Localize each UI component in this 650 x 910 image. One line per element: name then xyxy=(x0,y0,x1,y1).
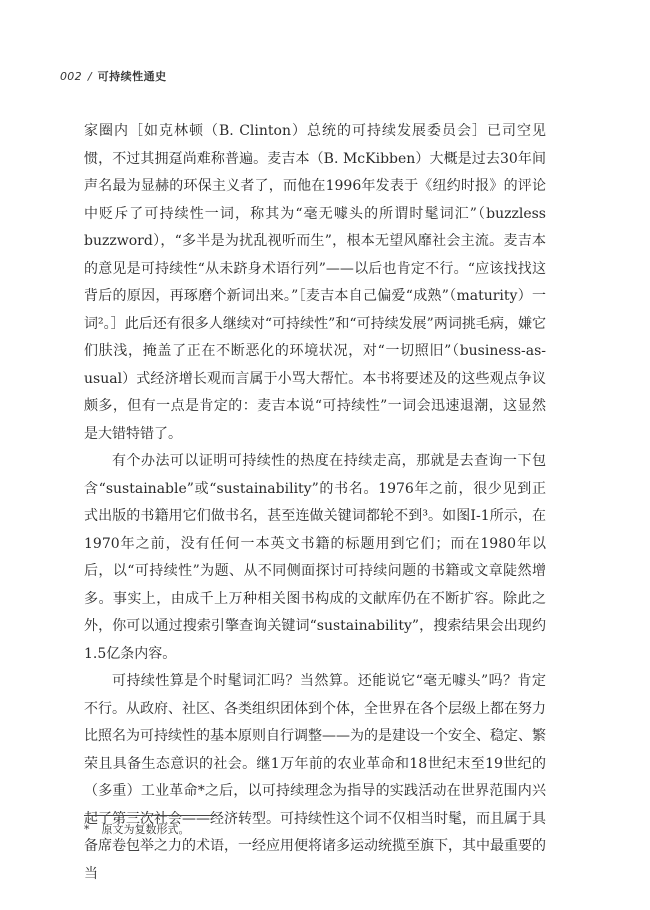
paragraph: 家圈内［如克林顿（B. Clinton）总统的可持续发展委员会］已司空见惯，不过其拥趸尚难称普遍。麦吉本（B. McKibben）大概是过去30年间声名最为显赫的环保主义者了，而他在1996年发表于《纽约时报》的评论中贬斥了可持续性一词，称其为“毫无噱头的所谓时髦词汇”（buzzless buzzword），“多半是为扰乱视听而生”，根本无望风靡社会主流。麦吉本的意见是可持续性“从未跻身术语行列”——以后也肯定不行。“应该找找这背后的原因，再琢磨个新词出来。”［麦吉本自己偏爱“成熟”（maturity）一词²。］此后还有很多人继续对“可持续性”和“可持续发展”两词挑毛病，嫌它们肤浅，掩盖了正在不断恶化的环境状况，对“一切照旧”（business-as-usual）式经济增长观而言属于小骂大帮忙。本书将要述及的这些观点争议颇多，但有一点是肯定的：麦吉本说“可持续性”一词会迅速退潮，这显然是大错特错了。 xyxy=(84,123,546,442)
book-title: 可持续性通史 xyxy=(97,70,167,83)
footnote-divider xyxy=(84,815,217,816)
footnote-text: 原文为复数形式。 xyxy=(101,823,190,836)
paragraph: 有个办法可以证明可持续性的热度在持续走高，那就是去查询一下包含“sustainable”或“sustainability”的书名。1976年之前，很少见到正式出版的书籍用它们做书名，甚至连做关键词都轮不到³。如图Ⅰ-1所示，在1970年之前，没有任何一本英文书籍的标题用到它们；而在1980年以后，以“可持续性”为题、从不同侧面探讨可持续问题的书籍或文章陡然增多。事实上，由成千上万种相关图书构成的文献库仍在不断扩容。除此之外，你可以通过搜索引擎查询关键词“sustainability”，搜索结果会出现约1.5亿条内容。 xyxy=(84,453,546,662)
running-header xyxy=(60,70,167,84)
body-text xyxy=(84,118,546,888)
header-separator: / xyxy=(87,70,92,83)
footnote-mark: * xyxy=(84,823,90,836)
paragraph: 可持续性算是个时髦词汇吗？当然算。还能说它“毫无噱头”吗？肯定不行。从政府、社区、各类组织团体到个体，全世界在各个层级上都在努力比照名为可持续性的基本原则自行调整——为的是建设一个安全、稳定、繁荣且具备生态意识的社会。继1万年前的农业革命和18世纪末至19世纪的（多重）工业革命*之后，以可持续理念为指导的实践活动在世界范围内兴起了第三次社会——经济转型。可持续性这个词不仅相当时髦，而且属于具备席卷包举之力的术语，一经应用便将诸多运动统揽至旗下，其中最重要的当 xyxy=(84,673,546,882)
footnote xyxy=(84,822,190,838)
page-number: 002 xyxy=(60,70,82,83)
